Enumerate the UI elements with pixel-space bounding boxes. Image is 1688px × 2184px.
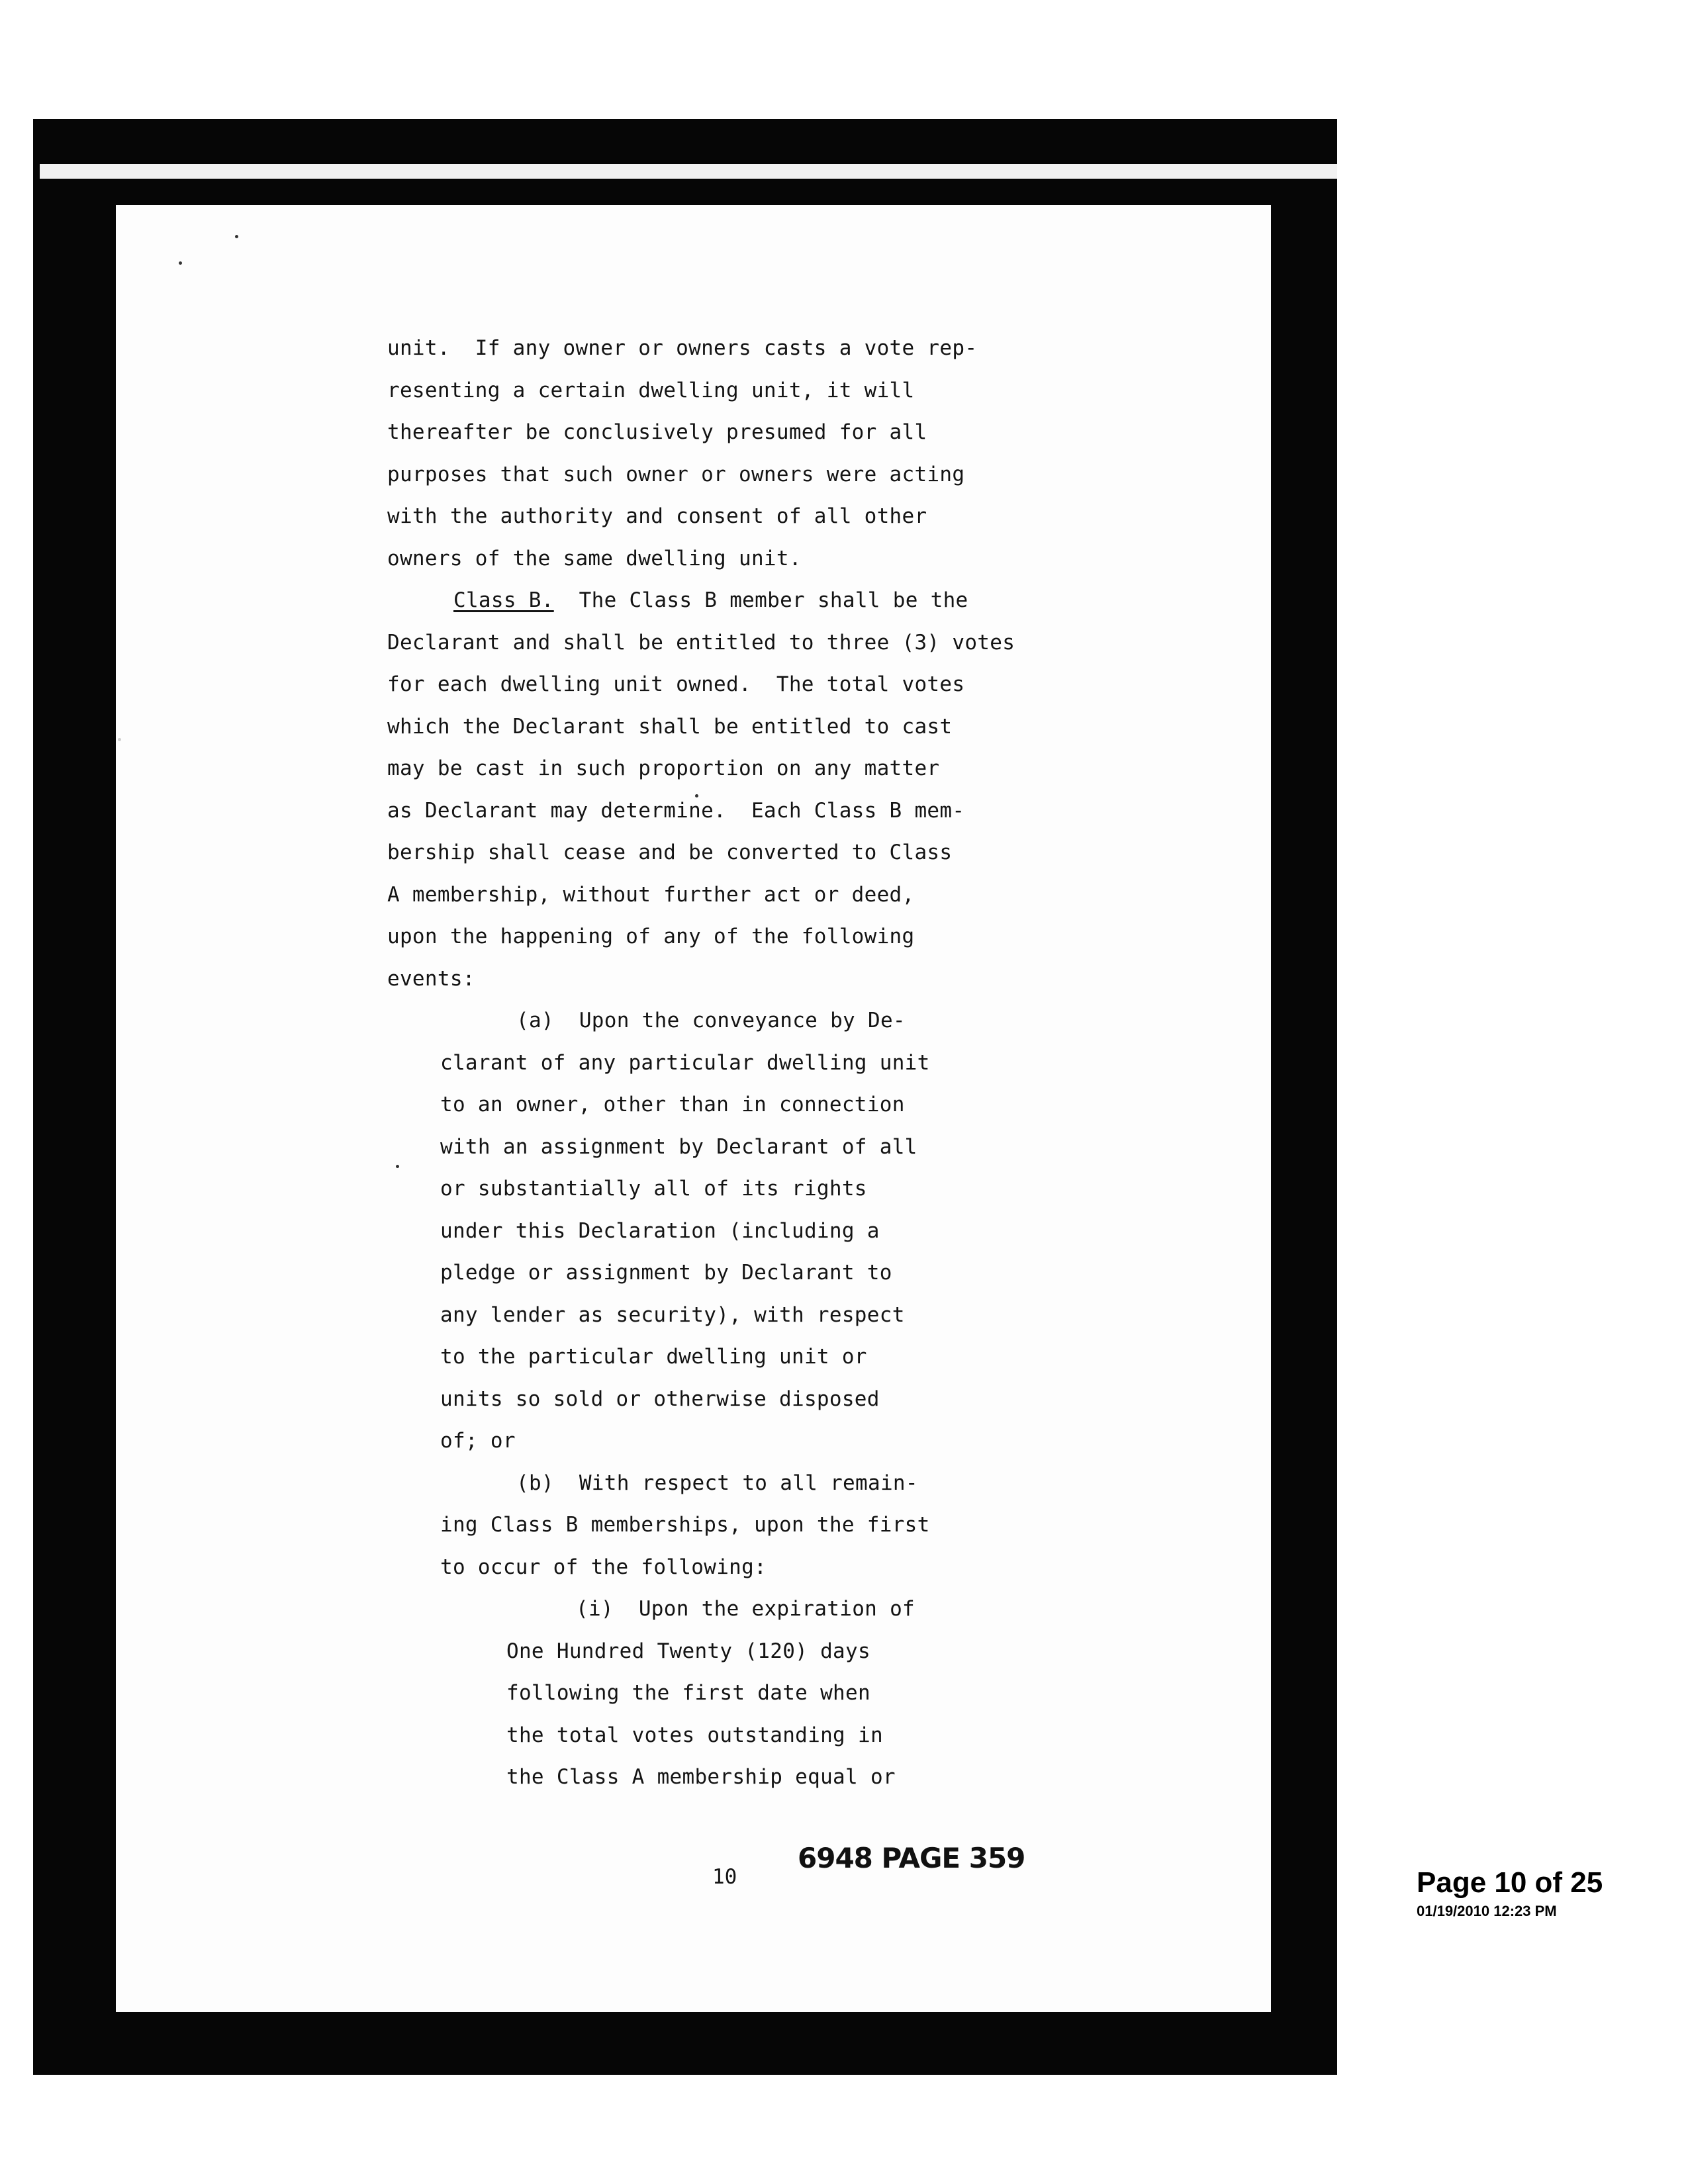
text-line: may be cast in such proportion on any matter [387, 756, 940, 780]
text-line: as Declarant may determine. Each Class B mem- [387, 798, 965, 823]
page-counter: Page 10 of 25 [1417, 1866, 1603, 1899]
item-b-first-line: (b) With respect to all remain- [516, 1471, 918, 1495]
text-line: ing Class B memberships, upon the first [440, 1513, 930, 1537]
text-line: units so sold or otherwise disposed [440, 1387, 880, 1411]
text-line: clarant of any particular dwelling unit [440, 1050, 930, 1075]
text-line: under this Declaration (including a [440, 1218, 880, 1243]
text-line: with the authority and consent of all other [387, 504, 927, 528]
text-line: any lender as security), with respect [440, 1302, 905, 1327]
class-b-first-line: The Class B member shall be the [553, 588, 968, 612]
text-line: following the first date when [506, 1681, 870, 1705]
text-line: thereafter be conclusively presumed for all [387, 420, 927, 444]
text-line: pledge or assignment by Declarant to [440, 1261, 892, 1285]
text-line: purposes that such owner or owners were acting [387, 462, 965, 486]
text-line: events: [387, 966, 475, 991]
scan-speck [396, 1165, 399, 1168]
text-line: the Class A membership equal or [506, 1765, 896, 1789]
text-line: unit. If any owner or owners casts a vote rep- [387, 336, 978, 360]
page-number: 10 [712, 1865, 737, 1889]
text-line: or substantially all of its rights [440, 1177, 867, 1201]
text-line: owners of the same dwelling unit. [387, 546, 802, 570]
text-line: to occur of the following: [440, 1555, 767, 1579]
text-line: to the particular dwelling unit or [440, 1345, 867, 1369]
text-line: to an owner, other than in connection [440, 1093, 905, 1116]
scan-speck [118, 738, 121, 741]
scan-edge-stripe [40, 164, 1337, 179]
scan-speck [179, 261, 182, 265]
text-line: resenting a certain dwelling unit, it will [387, 378, 915, 402]
text-line: with an assignment by Declarant of all [440, 1134, 917, 1159]
text-line: upon the happening of any of the following [387, 925, 915, 948]
class-b-heading: Class B. [453, 588, 554, 612]
text-line: the total votes outstanding in [506, 1723, 883, 1747]
text-line: for each dwelling unit owned. The total votes [387, 672, 965, 696]
text-line: Declarant and shall be entitled to three (3) votes [387, 630, 1015, 655]
scan-speck [235, 235, 238, 238]
book-page-stamp: 6948 PAGE 359 [798, 1842, 1025, 1874]
page-timestamp: 01/19/2010 12:23 PM [1417, 1903, 1557, 1919]
text-line: of; or [440, 1429, 516, 1453]
class-b-paragraph-start [387, 580, 1129, 622]
text-line: A membership, without further act or deed, [387, 882, 915, 907]
text-line: One Hundred Twenty (120) days [506, 1639, 870, 1663]
text-line: bership shall cease and be converted to Class [387, 841, 953, 864]
item-i-first-line: (i) Upon the expiration of [576, 1597, 915, 1621]
item-a-first-line: (a) Upon the conveyance by De- [516, 1009, 906, 1032]
text-line: which the Declarant shall be entitled to cast [387, 714, 953, 739]
scan-speck [695, 794, 698, 797]
document-body [387, 328, 1129, 1799]
